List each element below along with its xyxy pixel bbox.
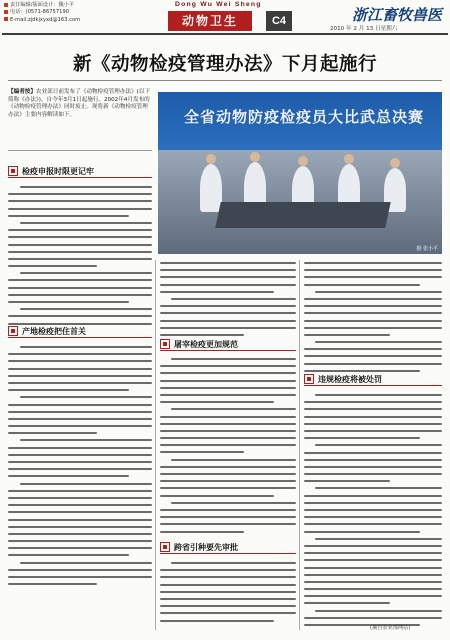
section-heading bbox=[304, 372, 442, 386]
photo-credit: 摄 张小平 bbox=[416, 246, 438, 252]
section-pinyin: Dong Wu Wei Sheng bbox=[175, 1, 262, 8]
masthead bbox=[0, 0, 450, 34]
section-marker-icon bbox=[8, 326, 18, 336]
section-heading bbox=[8, 324, 152, 338]
body-text-column bbox=[8, 186, 152, 330]
section-marker-icon bbox=[304, 374, 314, 384]
divider bbox=[8, 150, 152, 151]
body-text-column bbox=[160, 562, 296, 627]
editor-note bbox=[8, 89, 152, 119]
article-headline: 新《动物检疫管理办法》下月起施行 bbox=[72, 54, 377, 75]
photo-person bbox=[200, 164, 222, 212]
photo-banner-text: 全省动物防疫检疫员大比武总决赛 bbox=[184, 108, 425, 126]
event-photo bbox=[158, 92, 442, 254]
section-heading bbox=[160, 540, 296, 554]
headline-rule bbox=[8, 80, 442, 81]
section-heading-text: 产地检疫把住首关 bbox=[22, 325, 86, 336]
photo-table bbox=[215, 202, 391, 228]
page-code: C4 bbox=[266, 11, 292, 31]
date-line: 2010 年 2 月 13 日星期六 bbox=[330, 26, 398, 32]
body-text-column bbox=[160, 262, 296, 341]
section-heading-text: 跨省引种要先审批 bbox=[174, 541, 238, 552]
section-marker-icon bbox=[8, 166, 18, 176]
section-title: 动物卫生 bbox=[168, 11, 252, 31]
section-heading-text: 违规检疫将被处罚 bbox=[318, 373, 382, 384]
section-marker-icon bbox=[160, 339, 170, 349]
body-text-column bbox=[160, 358, 296, 538]
body-text-column bbox=[304, 262, 442, 377]
section-heading-text: 屠宰检疫更加规范 bbox=[174, 338, 238, 349]
editor-note-tag: 【编者按】 bbox=[8, 89, 36, 95]
section-heading-text: 检疫申报时限更记牢 bbox=[22, 165, 94, 176]
section-heading bbox=[8, 164, 152, 178]
body-text-column bbox=[304, 394, 442, 631]
contact-line: E-mail:zjdkjxyxd@163.com bbox=[10, 16, 81, 23]
section-heading bbox=[160, 337, 296, 351]
editor-note-text: 农业部日前发布了《动物检疫管理办法》(以下简称《办法》)，自今年3月1日起施行。2002年4月发布的《动物检疫管理办法》同时废止。现将新《动物检疫管理办法》主要内容解读如下。 bbox=[8, 89, 151, 118]
contact-line: 电话：(0571-86757190 bbox=[10, 9, 70, 16]
source-note: (摘自农业部网站) bbox=[370, 625, 411, 631]
column-divider bbox=[299, 260, 300, 630]
body-text-column bbox=[8, 346, 152, 590]
contact-info bbox=[4, 2, 80, 24]
column-divider bbox=[155, 260, 156, 630]
section-marker-icon bbox=[160, 542, 170, 552]
masthead-rule bbox=[2, 33, 448, 35]
paper-name: 浙江畜牧兽医 bbox=[352, 6, 443, 24]
contact-line: 责任编辑/版面设计：魏小平 bbox=[10, 2, 74, 8]
